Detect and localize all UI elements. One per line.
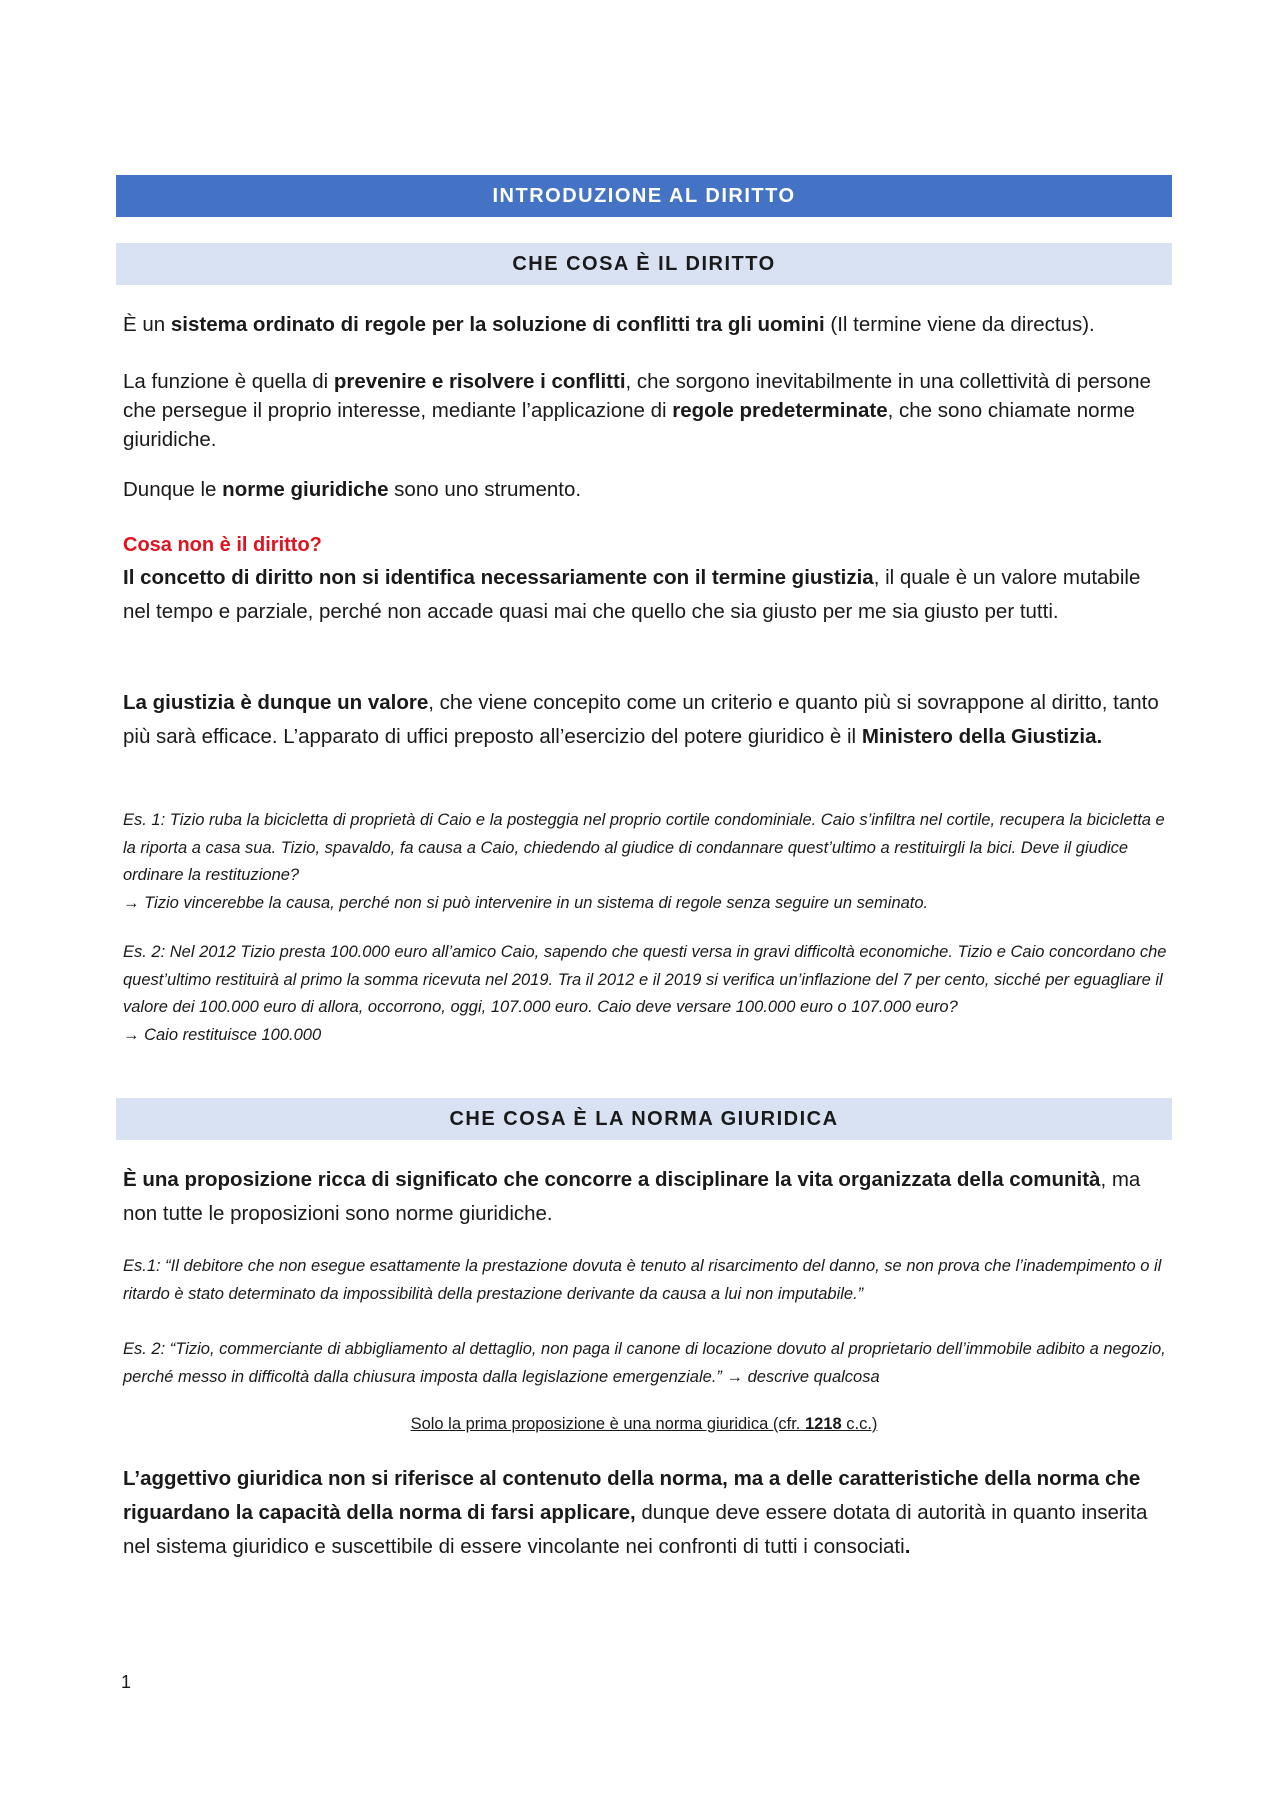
norma-example-1: Es.1: “Il debitore che non esegue esattamente la prestazione dovuta è tenuto al risarcimento del danno, se non prova che l’inadempimento o il ritardo è stato determinato da impossibilità della prestazione derivante da causa a lui non imputabile.” <box>123 1257 1162 1303</box>
norma-definition: È una proposizione ricca di significato che concorre a disciplinare la vita organizzata della comunità, ma non tutte le proposizioni sono norme giuridiche. <box>123 1168 1141 1225</box>
main-title-banner: INTRODUZIONE AL DIRITTO <box>116 175 1172 217</box>
justice-value-paragraph: La giustizia è dunque un valore, che viene concepito come un criterio e quanto più si sovrappone al diritto, tanto più sarà efficace. L’apparato di uffici preposto all’esercizio del potere giuridico è il Ministero della Giustizia. <box>123 691 1159 748</box>
arrow-icon: → <box>726 1367 743 1386</box>
arrow-icon: → <box>123 1025 140 1044</box>
instrument-paragraph: Dunque le norme giuridiche sono uno strumento. <box>123 478 582 501</box>
definition-paragraph: È un sistema ordinato di regole per la soluzione di conflitti tra gli uomini (Il termine viene da directus). <box>123 313 1095 336</box>
arrow-icon: → <box>123 893 140 912</box>
section-title-norma: CHE COSA È LA NORMA GIURIDICA <box>116 1098 1172 1140</box>
function-paragraph: La funzione è quella di prevenire e risolvere i conflitti, che sorgono inevitabilmente in una collettività di persone che persegue il proprio interesse, mediante l’applicazione di regole predeterminate, che sono chiamate norme giuridiche. <box>123 370 1151 451</box>
question-heading: Cosa non è il diritto? <box>123 534 322 556</box>
example-1: Es. 1: Tizio ruba la bicicletta di proprietà di Caio e la posteggia nel proprio cortile condominiale. Caio s’infiltra nel cortile, recupera la bicicletta e la riporta a casa sua. Tizio, spavaldo, fa causa a Caio, chiedendo al giudice di condannare quest’ultimo a restituirgli la bici. Deve il giudice ordinare la restituzione? → Tizio vincerebbe la causa, perché non si può intervenire in un sistema di regole senza seguire un seminato. <box>123 811 1165 912</box>
example-2: Es. 2: Nel 2012 Tizio presta 100.000 euro all’amico Caio, sapendo che questi versa in gravi difficoltà economiche. Tizio e Caio concordano che quest’ultimo restituirà al primo la somma ricevuta nel 2019. Tra il 2012 e il 2019 si verifica un’inflazione del 7 per cento, sicché per eguagliare il valore dei 100.000 euro di allora, occorrono, oggi, 107.000 euro. Caio deve versare 100.000 euro o 107.000 euro? → Caio restituisce 100.000 <box>123 943 1167 1044</box>
page-number: 1 <box>121 1672 132 1692</box>
section-title-diritto: CHE COSA È IL DIRITTO <box>116 243 1172 285</box>
giuridica-paragraph: L’aggettivo giuridica non si riferisce al contenuto della norma, ma a delle caratteristiche della norma che riguardano la capacità della norma di farsi applicare, dunque deve essere dotata di autorità in quanto inserita nel sistema giuridico e suscettibile di essere vincolante nei confronti di tutti i consociati. <box>123 1467 1148 1558</box>
justice-paragraph: Il concetto di diritto non si identifica necessariamente con il termine giustizia, il quale è un valore mutabile nel tempo e parziale, perché non accade quasi mai che quello che sia giusto per me sia giusto per tutti. <box>123 566 1141 623</box>
norma-example-2: Es. 2: “Tizio, commerciante di abbigliamento al dettaglio, non paga il canone di locazione dovuto al proprietario dell’immobile adibito a negozio, perché messo in difficoltà dalla chiusura imposta dalla legislazione emergenziale.” → descrive qualcosa <box>123 1340 1166 1386</box>
norma-note: Solo la prima proposizione è una norma giuridica (cfr. 1218 c.c.) <box>410 1415 878 1433</box>
